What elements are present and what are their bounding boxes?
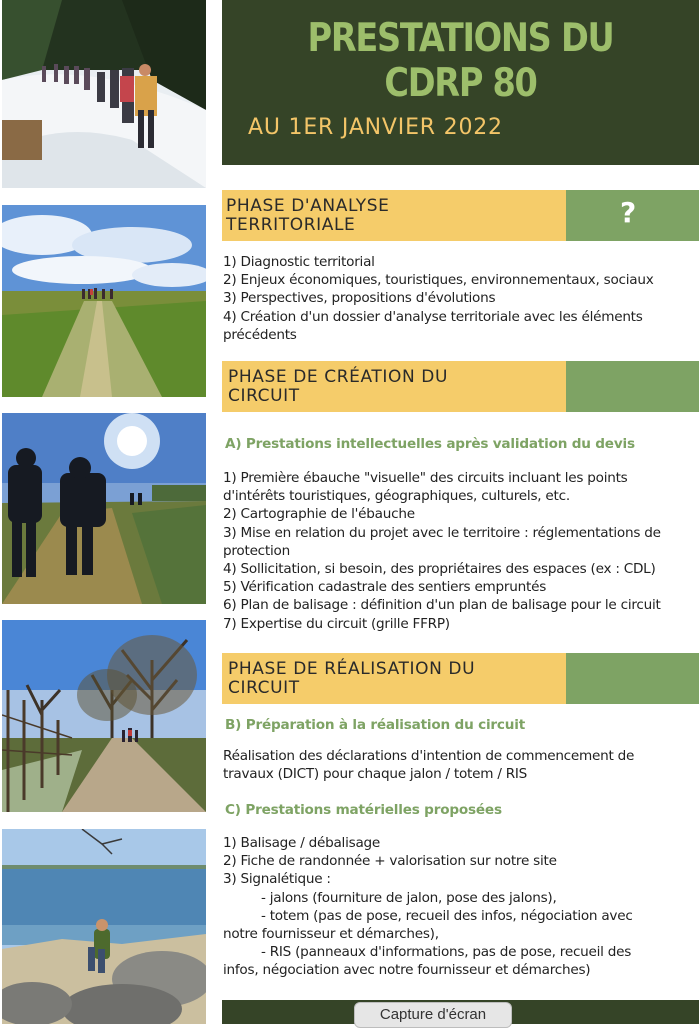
snow-hikers-photo — [2, 0, 206, 188]
tree-lane-photo — [2, 620, 206, 812]
list-item: 5) Vérification cadastrale des sentiers empruntés — [223, 579, 547, 596]
phase-creation-list — [223, 469, 699, 633]
list-item: 2) Cartographie de l'ébauche — [223, 506, 415, 523]
list-item: protection — [223, 542, 290, 559]
phase-title-line: PHASE DE CRÉATION DU — [228, 367, 449, 387]
subheading-b: B) Préparation à la réalisation du circuit — [225, 717, 525, 733]
list-subitem: - RIS (panneaux d'informations, pas de pose, recueil des — [261, 944, 632, 961]
phase-analysis-list — [223, 253, 699, 344]
field-path-hikers-photo — [2, 205, 206, 397]
list-subitem: - totem (pas de pose, recueil des infos, négociation avec — [261, 907, 633, 924]
phase-analysis-banner — [222, 190, 699, 241]
phase-creation-title — [222, 361, 566, 412]
list-item: 2) Fiche de randonnée + valorisation sur notre site — [223, 853, 557, 870]
phase-realisation-title — [222, 653, 566, 704]
list-item: 3) Signalétique : — [223, 871, 331, 888]
header-banner — [222, 0, 699, 165]
phase-b-text — [223, 747, 699, 783]
list-item: 7) Expertise du circuit (grille FFRP) — [223, 615, 450, 632]
list-subitem: - jalons (fourniture de jalon, pose des jalons), — [261, 889, 557, 906]
seaside-rocks-photo — [2, 829, 206, 1024]
page-title: PRESTATIONS DU CDRP 80 — [307, 16, 614, 106]
list-subitem: notre fournisseur et démarches), — [223, 926, 439, 943]
phase-title-line: CIRCUIT — [228, 386, 300, 406]
screenshot-capture-button[interactable]: Capture d'écran — [354, 1002, 512, 1028]
phase-title-line: PHASE DE RÉALISATION DU — [228, 659, 476, 679]
list-item: 4) Création d'un dossier d'analyse territoriale avec les éléments — [223, 308, 643, 325]
phase-analysis-accent — [566, 190, 699, 241]
list-item: 1) Balisage / débalisage — [223, 835, 381, 851]
list-item: 1) Première ébauche "visuelle" des circuits incluant les points — [223, 470, 628, 486]
text-line: travaux (DICT) pour chaque jalon / totem / RIS — [223, 766, 528, 783]
phase-title-line: CIRCUIT — [228, 678, 300, 698]
list-item: d'intérêts touristiques, géographiques, culturels, etc. — [223, 488, 570, 505]
list-item: précédents — [223, 326, 297, 343]
list-item: 2) Enjeux économiques, touristiques, environnementaux, sociaux — [223, 272, 654, 289]
phase-creation-banner — [222, 361, 699, 412]
list-item: 6) Plan de balisage : définition d'un plan de balisage pour le circuit — [223, 597, 661, 614]
subheading-a: A) Prestations intellectuelles après validation du devis — [225, 436, 635, 452]
phase-realisation-banner — [222, 653, 699, 704]
list-item: 4) Sollicitation, si besoin, des propriétaires des espaces (ex : CDL) — [223, 561, 656, 578]
list-item: 3) Perspectives, propositions d'évolutions — [223, 290, 496, 307]
text-line: Réalisation des déclarations d'intention de commencement de — [223, 748, 635, 764]
phase-title-line: PHASE D'ANALYSE — [226, 196, 390, 216]
list-item: 1) Diagnostic territorial — [223, 254, 375, 270]
list-item: 3) Mise en relation du projet avec le territoire : réglementations de — [223, 524, 661, 541]
phase-title-line: TERRITORIALE — [226, 215, 356, 235]
question-mark-icon: ? — [620, 196, 637, 229]
phase-c-list — [223, 834, 699, 980]
phase-creation-accent — [566, 361, 699, 412]
phase-analysis-title — [222, 190, 566, 241]
sunset-walkers-photo — [2, 413, 206, 604]
subheading-c: C) Prestations matérielles proposées — [225, 802, 502, 818]
phase-realisation-accent — [566, 653, 699, 704]
page-subtitle: AU 1ER JANVIER 2022 — [248, 115, 503, 140]
list-subitem: infos, négociation avec notre fournisseur et démarches) — [223, 962, 591, 979]
